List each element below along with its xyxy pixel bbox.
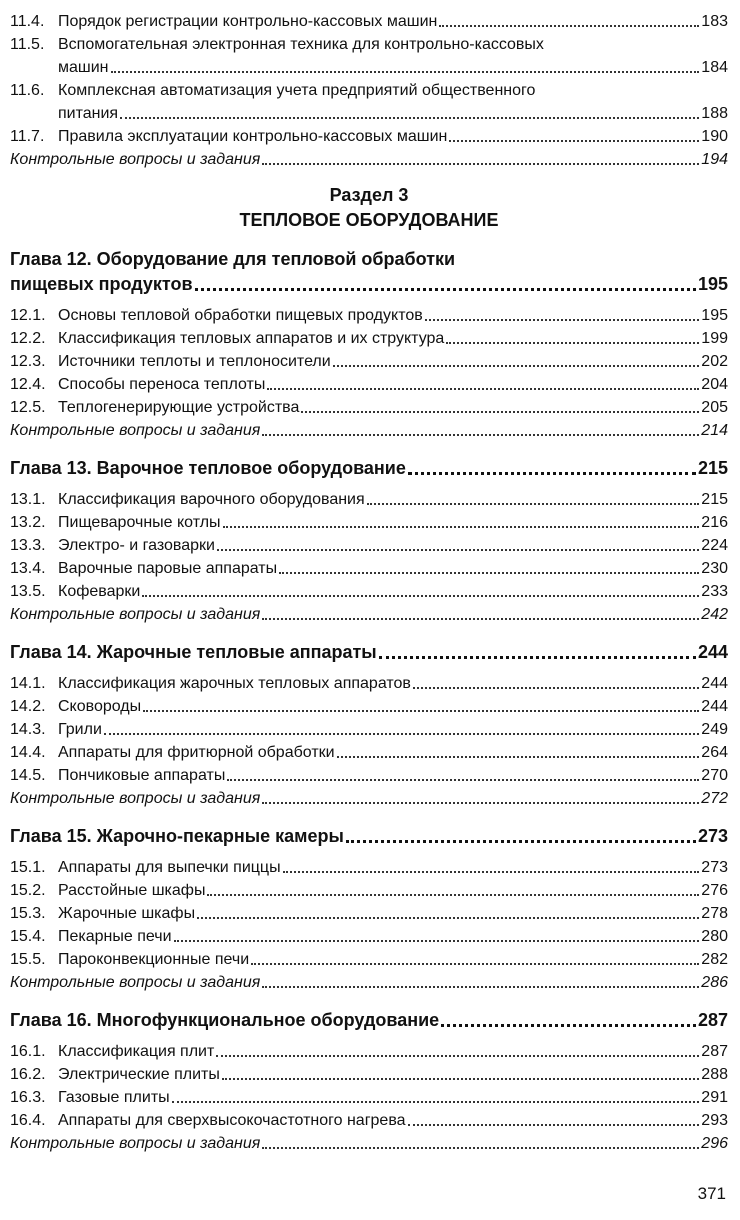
review-questions-entry [10, 1132, 728, 1155]
dot-leader [439, 25, 699, 27]
entry-page: 276 [701, 882, 728, 899]
entry-page: 194 [701, 151, 728, 168]
toc-entry [10, 718, 728, 741]
entry-title: машин [58, 59, 109, 76]
dot-leader [262, 163, 699, 165]
entry-number: 16.3. [10, 1089, 46, 1106]
entry-page: 215 [697, 458, 728, 478]
entry-title: Глава 13. Варочное тепловое оборудование [10, 458, 406, 478]
dot-leader [197, 917, 699, 919]
toc-entry [10, 125, 728, 148]
entry-page: 242 [701, 606, 728, 623]
toc-entry [10, 695, 728, 718]
dot-leader [346, 840, 696, 843]
dot-leader [408, 1124, 700, 1126]
toc-entry [10, 856, 728, 879]
dot-leader [283, 871, 700, 873]
toc-entry [10, 764, 728, 787]
entry-page: 244 [701, 675, 728, 692]
review-questions-entry [10, 787, 728, 810]
dot-leader [337, 756, 700, 758]
toc-entry-continuation [10, 56, 728, 79]
entry-page: 183 [701, 13, 728, 30]
toc-entry [10, 79, 728, 102]
entry-number: 12.5. [10, 399, 46, 416]
entry-page: 190 [701, 128, 728, 145]
entry-title: Источники теплоты и теплоносители [58, 353, 331, 370]
entry-page: 272 [701, 790, 728, 807]
chapter-block [10, 247, 728, 442]
chapter-heading [10, 272, 728, 297]
entry-number: 15.3. [10, 905, 46, 922]
entry-title: Контрольные вопросы и задания [10, 790, 261, 807]
entry-number: 11.4. [10, 13, 45, 30]
entry-page: 195 [701, 307, 728, 324]
chapter-heading [10, 640, 728, 665]
entry-number: 14.1. [10, 675, 46, 692]
entry-number: 13.5. [10, 583, 46, 600]
dot-leader [111, 71, 700, 73]
dot-leader [262, 802, 699, 804]
entry-number: 11.5. [10, 36, 45, 53]
entry-title: Контрольные вопросы и задания [10, 606, 261, 623]
entry-title: Газовые плиты [58, 1089, 170, 1106]
dot-leader [449, 140, 699, 142]
entry-title: Аппараты для фритюрной обработки [58, 744, 335, 761]
chapter-heading [10, 824, 728, 849]
chapter-heading [10, 1008, 728, 1033]
entry-title: пищевых продуктов [10, 274, 193, 294]
entry-page: 214 [701, 422, 728, 439]
entry-title: Пончиковые аппараты [58, 767, 226, 784]
entry-page: 224 [701, 537, 728, 554]
dot-leader [172, 1101, 700, 1103]
dot-leader [143, 710, 699, 712]
entry-page: 230 [701, 560, 728, 577]
dot-leader [425, 319, 700, 321]
entry-number: 12.2. [10, 330, 46, 347]
dot-leader [174, 940, 700, 942]
entry-number: 13.2. [10, 514, 46, 531]
review-questions-entry [10, 971, 728, 994]
dot-leader [195, 288, 696, 291]
dot-leader [379, 656, 696, 659]
chapter-block [10, 824, 728, 994]
dot-leader [262, 618, 699, 620]
entry-page: 270 [701, 767, 728, 784]
entry-page: 296 [701, 1135, 728, 1152]
toc-entry [10, 1063, 728, 1086]
entry-number: 15.4. [10, 928, 46, 945]
dot-leader [367, 503, 700, 505]
entry-title: Контрольные вопросы и задания [10, 151, 261, 168]
toc-entry [10, 672, 728, 695]
dot-leader [251, 963, 699, 965]
entry-page: 244 [701, 698, 728, 715]
toc-entry-continuation [10, 102, 728, 125]
dot-leader [142, 595, 699, 597]
entry-title: Расстойные шкафы [58, 882, 206, 899]
review-questions-entry [10, 148, 728, 171]
dot-leader [441, 1024, 696, 1027]
entry-title: Классификация варочного оборудования [58, 491, 365, 508]
entry-title: Жарочные шкафы [58, 905, 196, 922]
entry-page: 188 [701, 105, 728, 122]
entry-page: 199 [701, 330, 728, 347]
entry-page: 264 [701, 744, 728, 761]
toc-entry [10, 879, 728, 902]
table-of-contents [10, 10, 728, 1155]
entry-title: Сковороды [58, 698, 142, 715]
entry-page: 286 [701, 974, 728, 991]
section-label: Раздел 3 [329, 185, 409, 205]
dot-leader [267, 388, 699, 390]
dot-leader [104, 733, 699, 735]
toc-entry [10, 304, 728, 327]
chapter-block [10, 1008, 728, 1155]
entry-title: Комплексная автоматизация учета предприятий общественного [58, 82, 536, 99]
entry-title: питания [58, 105, 119, 122]
entry-page: 288 [701, 1066, 728, 1083]
entry-page: 216 [701, 514, 728, 531]
chapter-heading [10, 247, 728, 272]
entry-title: Кофеварки [58, 583, 141, 600]
dot-leader [279, 572, 699, 574]
entry-page: 273 [701, 859, 728, 876]
dot-leader [223, 526, 700, 528]
review-questions-entry [10, 419, 728, 442]
toc-entry [10, 741, 728, 764]
toc-entry [10, 925, 728, 948]
entry-number: 16.1. [10, 1043, 46, 1060]
chapter-block [10, 456, 728, 626]
entry-title: Пекарные печи [58, 928, 172, 945]
toc-entry [10, 948, 728, 971]
entry-title: Электрические плиты [58, 1066, 220, 1083]
toc-entry [10, 373, 728, 396]
chapter-block [10, 640, 728, 810]
entry-number: 14.3. [10, 721, 46, 738]
entry-title: Грили [58, 721, 102, 738]
toc-entry [10, 488, 728, 511]
entry-page: 291 [701, 1089, 728, 1106]
toc-entry [10, 511, 728, 534]
dot-leader [227, 779, 699, 781]
entry-number: 12.3. [10, 353, 46, 370]
entry-page: 184 [701, 59, 728, 76]
dot-leader [207, 894, 699, 896]
dot-leader [301, 411, 699, 413]
entry-title: Глава 12. Оборудование для тепловой обработки [10, 249, 456, 269]
entry-title: Пароконвекционные печи [58, 951, 250, 968]
chapter-heading [10, 456, 728, 481]
entry-page: 287 [697, 1010, 728, 1030]
entry-number: 15.1. [10, 859, 46, 876]
entry-number: 14.2. [10, 698, 46, 715]
entry-title: Способы переноса теплоты [58, 376, 266, 393]
toc-entry [10, 327, 728, 350]
entry-title: Пищеварочные котлы [58, 514, 221, 531]
entry-page: 273 [697, 826, 728, 846]
entry-title: Глава 15. Жарочно-пекарные камеры [10, 826, 344, 846]
entry-title: Основы тепловой обработки пищевых продуктов [58, 307, 423, 324]
toc-entry [10, 534, 728, 557]
entry-number: 14.4. [10, 744, 46, 761]
toc-entry [10, 1040, 728, 1063]
entry-number: 16.2. [10, 1066, 46, 1083]
entry-page: 205 [701, 399, 728, 416]
entry-number: 11.7. [10, 128, 45, 145]
entry-number: 16.4. [10, 1112, 46, 1129]
toc-entry [10, 396, 728, 419]
entry-title: Электро- и газоварки [58, 537, 215, 554]
entry-title: Классификация жарочных тепловых аппаратов [58, 675, 411, 692]
dot-leader [413, 687, 699, 689]
entry-page: 278 [701, 905, 728, 922]
dot-leader [333, 365, 700, 367]
entry-title: Варочные паровые аппараты [58, 560, 278, 577]
entry-page: 195 [697, 274, 728, 294]
entry-number: 11.6. [10, 82, 45, 99]
section-title: ТЕПЛОВОЕ ОБОРУДОВАНИЕ [239, 210, 499, 230]
entry-number: 14.5. [10, 767, 46, 784]
entry-page: 249 [701, 721, 728, 738]
entry-page: 282 [701, 951, 728, 968]
entry-title: Контрольные вопросы и задания [10, 422, 261, 439]
review-questions-entry [10, 603, 728, 626]
dot-leader [217, 549, 699, 551]
dot-leader [262, 1147, 699, 1149]
entry-title: Контрольные вопросы и задания [10, 974, 261, 991]
dot-leader [120, 117, 699, 119]
toc-entry [10, 902, 728, 925]
dot-leader [216, 1055, 699, 1057]
entry-title: Глава 14. Жарочные тепловые аппараты [10, 642, 377, 662]
entry-title: Аппараты для сверхвысокочастотного нагрева [58, 1112, 406, 1129]
entry-page: 280 [701, 928, 728, 945]
entry-title: Теплогенерирующие устройства [58, 399, 300, 416]
entry-page: 244 [697, 642, 728, 662]
entry-number: 12.4. [10, 376, 46, 393]
entry-title: Классификация плит [58, 1043, 215, 1060]
entry-page: 293 [701, 1112, 728, 1129]
page-number: 371 [697, 1184, 726, 1203]
entry-title: Глава 16. Многофункциональное оборудование [10, 1010, 440, 1030]
entry-number: 13.3. [10, 537, 46, 554]
entry-title: Вспомогательная электронная техника для контрольно-кассовых [58, 36, 544, 53]
entry-title: Порядок регистрации контрольно-кассовых машин [58, 13, 438, 30]
entry-number: 15.5. [10, 951, 46, 968]
toc-entry [10, 33, 728, 56]
entry-title: Аппараты для выпечки пиццы [58, 859, 281, 876]
dot-leader [408, 472, 696, 475]
entry-number: 15.2. [10, 882, 46, 899]
entry-title: Правила эксплуатации контрольно-кассовых машин [58, 128, 448, 145]
entry-number: 13.4. [10, 560, 46, 577]
entry-number: 13.1. [10, 491, 46, 508]
toc-entry [10, 1109, 728, 1132]
toc-entry [10, 580, 728, 603]
entry-title: Контрольные вопросы и задания [10, 1135, 261, 1152]
dot-leader [446, 342, 699, 344]
toc-entry [10, 557, 728, 580]
entry-title: Классификация тепловых аппаратов и их структура [58, 330, 445, 347]
dot-leader [262, 986, 699, 988]
entry-page: 202 [701, 353, 728, 370]
toc-entry [10, 1086, 728, 1109]
entry-page: 287 [701, 1043, 728, 1060]
dot-leader [262, 434, 699, 436]
toc-entry [10, 10, 728, 33]
entry-page: 215 [701, 491, 728, 508]
entry-page: 204 [701, 376, 728, 393]
entry-page: 233 [701, 583, 728, 600]
entry-number: 12.1. [10, 307, 46, 324]
dot-leader [222, 1078, 699, 1080]
toc-entry [10, 350, 728, 373]
